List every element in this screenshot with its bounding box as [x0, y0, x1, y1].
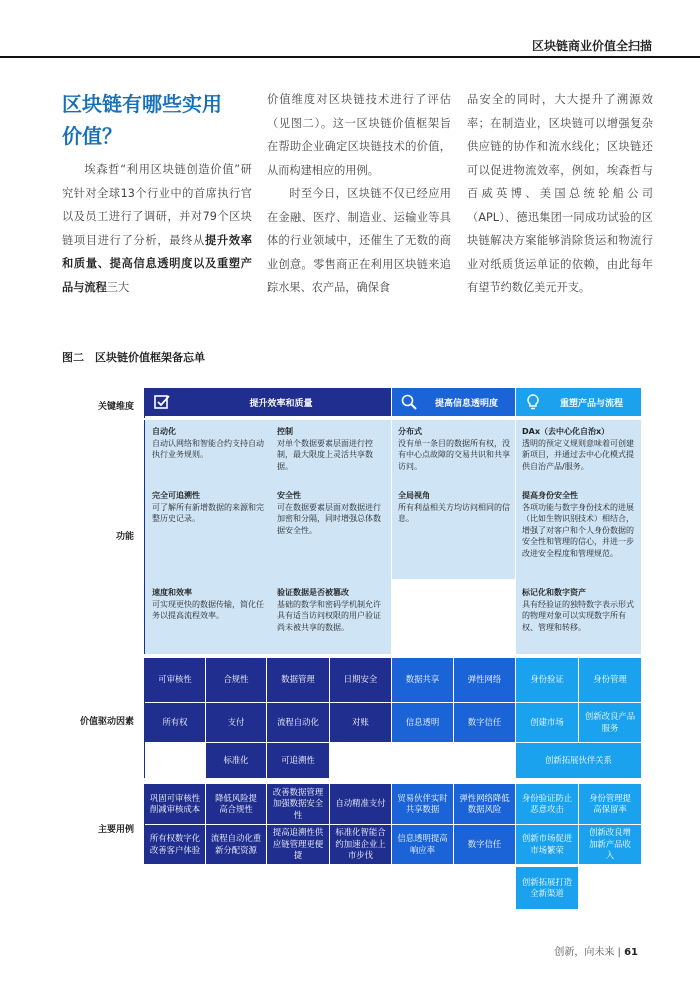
driver-identity-verification: 身份验证: [516, 658, 578, 702]
col2-paragraph-2: 时至今日，区块链不仅已经应用在金融、医疗、制造业、运输业等具体的行业领域中，还催生了无数的商业创意。零售商正在利用区块链来追踪水果、农产品，确保食: [267, 187, 451, 294]
usecase-process-automation: 流程自动化重新分配资源: [206, 825, 266, 864]
function-dax: DAx（去中心化自治x） 透明的预定义规则意味着可创建新项目，并通过去中心化模式提供自治产品/服务。: [522, 427, 634, 471]
function-control: 控制 对单个数据要素层面进行控制，最大限度上灵活共享数据。: [277, 427, 373, 471]
row-label-functions: 功能: [115, 532, 134, 542]
driver-data-management: 数据管理: [267, 658, 329, 702]
row-label-dimension: 关键维度: [97, 402, 134, 412]
usecase-innovate-products: 创新改良增加新产品收入: [579, 825, 641, 864]
driver-data-sharing: 数据共享: [392, 658, 453, 702]
header-rule: [0, 56, 700, 58]
row-label-drivers: 价值驱动因素: [79, 717, 134, 727]
function-tokenization: 标记化和数字资产 具有经验证的独特数字表示形式的物理对象可以实现数字所有权、管理和转移。: [522, 588, 634, 632]
article-column-2: [267, 88, 451, 300]
driver-date-security: 日期安全: [330, 658, 391, 702]
dimension-header-efficiency: [145, 388, 391, 416]
footer-separator: |: [617, 947, 621, 958]
article-title-line2: 价值？: [62, 124, 122, 148]
col1-intro: 埃森哲“利用区块链创造价值”研究针对全球13个行业中的首席执行官以及员工进行了调研，并对79个区块链项目进行了分析，最终从: [62, 163, 252, 247]
article-column-3: 品安全的同时，大大提升了溯源效率；在制造业，区块链可以增强复杂供应链的协作和流水线化；区块链还可以促进物流效率，例如，埃森哲与百威英博、美国总统轮船公司（APL）、德迅集团一同成功试验的区块链解决方案能够消除货运和物流行业对纸质货运单证的依赖，由此每年有望节约数亿美元开支。: [467, 93, 653, 294]
col2-paragraph-1: 价值维度对区块链技术进行了评估（见图二）。这一区块链价值框架旨在帮助企业确定区块链技术的价值，从而构建相应的用例。: [267, 93, 451, 177]
driver-compliance: 合规性: [206, 658, 266, 702]
article-title: [62, 88, 252, 152]
checkbox-icon: [153, 393, 171, 411]
row-label-use-cases: 主要用例: [97, 825, 134, 835]
function-global-view: 全局视角 所有利益相关方均访问相同的信息。: [398, 491, 510, 523]
driver-payment: 支付: [206, 703, 266, 742]
driver-auditability: 可审核性: [145, 658, 205, 702]
function-distributed: 分布式 没有单一条目的数据所有权，没有中心点故障的交易共识和共享访问。: [398, 427, 510, 471]
dimension-label-transparency: 提高信息透明度: [434, 398, 498, 409]
function-identity-security: 提高身份安全性 各项功能与数字身份技术的进展（比如生物识别技术）相结合，增强了对客户和个人身份数据的安全性和管理的信心，并进一步改进安全程度和管理规范。: [522, 491, 634, 558]
driver-reconciliation: 对账: [330, 703, 391, 742]
dimension-header-reshape: [516, 388, 641, 416]
driver-traceability: 可追溯性: [267, 743, 329, 778]
driver-info-transparency: 信息透明: [392, 703, 453, 742]
usecase-audit-cost: 巩固可审核性削减审核成本: [145, 784, 205, 824]
usecase-new-channels: 创新拓展打造全新渠道: [516, 867, 578, 909]
lightbulb-icon: [524, 393, 542, 411]
driver-identity-management: 身份管理: [579, 658, 641, 702]
footer-slogan: 创新，向未来: [554, 947, 615, 958]
usecase-ownership: 所有权数字化改善客户体验: [145, 825, 205, 864]
usecase-trade-partners: 贸易伙伴实时共享数据: [392, 784, 453, 824]
usecase-data-management: 改善数据管理加强数据安全性: [267, 784, 329, 824]
usecase-compliance: 降低风险提高合规性: [206, 784, 266, 824]
article-column-1: [62, 158, 252, 299]
usecase-smart-contract: 标准化智能合约加速企业上市步伐: [330, 825, 391, 864]
function-tamper-check: 验证数据是否被篡改 基础的数学和密码学机制允许具有适当访问权限的用户验证尚未被共享的数据。: [277, 588, 381, 632]
usecase-digital-trust: 数字信任: [454, 825, 515, 864]
page-footer: [554, 943, 638, 958]
driver-digital-trust: 数字信任: [454, 703, 515, 742]
function-traceability: 完全可追溯性 可了解所有新增数据的来源和完整历史记录。: [152, 491, 264, 523]
col1-tail: 三大: [106, 280, 130, 294]
section-header-title: 区块链商业价值全扫描: [531, 39, 652, 53]
driver-ownership: 所有权: [145, 703, 205, 742]
article-title-line1: 区块链有哪些实用: [62, 92, 222, 116]
driver-standardization: 标准化: [206, 743, 266, 778]
usecase-resilient-network: 弹性网络降低数据风险: [454, 784, 515, 824]
usecase-innovate-market: 创新市场促进市场繁荣: [516, 825, 578, 864]
driver-create-market: 创建市场: [516, 703, 578, 742]
function-automation: 自动化 自动认网络和智能合约支持自动执行业务规则。: [152, 427, 264, 459]
usecase-supply-chain: 提高追溯性供应链管理更便捷: [267, 825, 329, 864]
usecase-auto-payment: 自动精准支付: [330, 784, 391, 824]
dimension-label-efficiency: 提升效率和质量: [249, 398, 313, 409]
col1-highlight: 提升效率和质量、提高信息透明度以及重塑产品与流程: [62, 233, 252, 294]
usecase-identity-management: 身份管理提高保留率: [579, 784, 641, 824]
usecase-info-transparency: 信息透明提高响应率: [392, 825, 453, 864]
driver-innovate-partnerships: 创新拓展伙伴关系: [516, 743, 641, 778]
usecase-identity-verification: 身份验证防止恶意攻击: [516, 784, 578, 824]
driver-resilient-network: 弹性网络: [454, 658, 515, 702]
dimension-label-reshape: 重塑产品与流程: [559, 398, 623, 409]
function-speed: 速度和效率 可实现更快的数据传输，简化任务以提高流程效率。: [152, 588, 264, 620]
driver-process-automation: 流程自动化: [267, 703, 329, 742]
driver-innovate-products: 创新改良产品服务: [579, 703, 641, 742]
page-number: 61: [624, 947, 638, 958]
function-security: 安全性 可在数据要素层面对数据进行加密和分隔，同时增强总体数据安全性。: [277, 491, 381, 535]
magnifier-icon: [400, 393, 418, 411]
figure-title: 图二 区块链价值框架备忘单: [62, 351, 205, 364]
dimension-header-transparency: [392, 388, 515, 416]
